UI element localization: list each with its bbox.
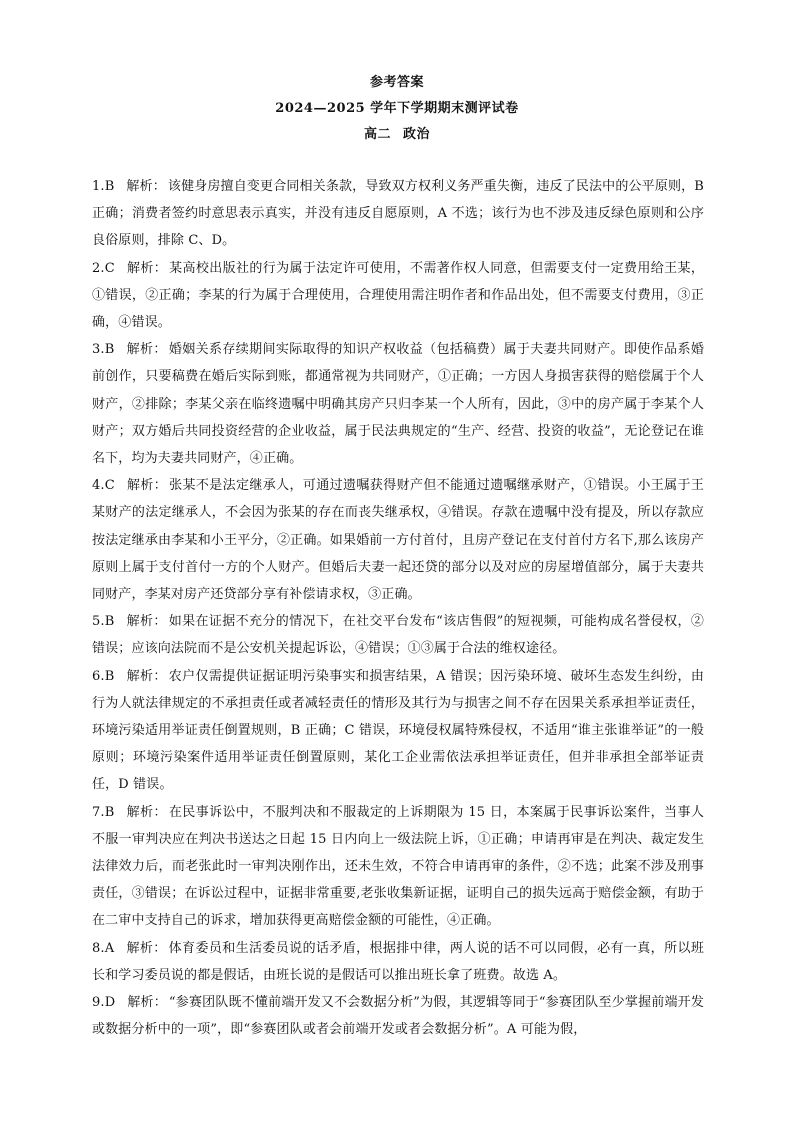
analysis-text: 体育委员和生活委员说的话矛盾，根据排中律，两人说的话不可以同假，必有一真，所以班长和学习委员说的都是假话，由班长说的是假话可以推出班长拿了班费。故选 A。 xyxy=(92,940,704,983)
answer-number: 6.B xyxy=(92,668,115,684)
analysis-label: 解析： xyxy=(126,804,167,820)
answer-item-3 xyxy=(92,336,704,472)
analysis-text: 某高校出版社的行为属于法定许可使用，不需著作权人同意，但需要支付一定费用给王某，①错误，②正确；李某的行为属于合理使用，合理使用需注明作者和作品出处，但不需要支付费用，③正确，④错误。 xyxy=(92,260,704,331)
answer-item-8 xyxy=(92,935,704,989)
answer-item-2 xyxy=(92,255,704,337)
analysis-label: 解析： xyxy=(126,179,166,194)
analysis-label: 解析： xyxy=(126,478,168,494)
answer-item-7 xyxy=(92,799,704,935)
analysis-label: 解析： xyxy=(127,995,167,1011)
answer-key-title: 参考答案 xyxy=(369,75,424,90)
answer-item-4 xyxy=(92,472,704,608)
answer-number: 5.B xyxy=(92,614,115,630)
answer-number: 8.A xyxy=(92,940,115,956)
analysis-text: 农户仅需提供证据证明污染事实和损害结果，A 错误；因污染环境、破坏生态发生纠纷，由行为人就法律规定的不承担责任或者减轻责任的情形及其行为与损害之间不存在因果关系承担举证责任，环境污染适用举证责任倒置规则，B 正确；C 错误，环境侵权属特殊侵权，不适用“谁主张谁举证”的一般原则；环境污染案件适用举证责任倒置原则，某化工企业需依法承担举证责任，但并非承担全部举证责任，D 错误。 xyxy=(92,668,705,793)
answer-number: 7.B xyxy=(92,804,115,820)
analysis-text: 在民事诉讼中，不服判决和不服裁定的上诉期限为 15 日，本案属于民事诉讼案件，当事人不服一审判决应在判决书送达之日起 15 日内向上一级法院上诉，①正确；申请再审是在判决、裁定发生法律效力后，而老张此时一审判决刚作出，还未生效，不符合申请再审的条件，②不选；此案不涉及刑事责任，③错误；在诉讼过程中，证据非常重要,老张收集新证据，证明自己的损失远高于赔偿金额，有助于在二审中支持自己的诉求，增加获得更高赔偿金额的可能性，④正确。 xyxy=(92,804,705,929)
document-header xyxy=(0,70,794,148)
analysis-label: 解析： xyxy=(126,342,167,358)
analysis-text: 张某不是法定继承人，可通过遗嘱获得财产但不能通过遗嘱继承财产，①错误。小王属于王某财产的法定继承人，不会因为张某的存在而丧失继承权，④错误。存款在遗嘱中没有提及，所以存款应按法定继承由李某和小王平分，②正确。如果婚前一方付首付，且房产登记在支付首付方名下,那么该房产原则上属于支付首付一方的个人财产。但婚后夫妻一起还贷的部分以及对应的房屋增值部分，属于夫妻共同财产，李某对房产还贷部分享有补偿请求权，③正确。 xyxy=(92,478,704,603)
grade-label: 高二 xyxy=(363,127,391,142)
answer-number: 3.B xyxy=(92,342,115,358)
answer-item-9 xyxy=(92,989,704,1043)
exam-title: 2024—2025 学年下学期期末测评试卷 xyxy=(275,101,519,116)
answer-item-5 xyxy=(92,608,704,662)
answer-list xyxy=(92,173,704,1044)
analysis-label: 解析： xyxy=(126,668,167,684)
answer-item-6 xyxy=(92,663,704,799)
answer-number: 4.C xyxy=(92,478,115,494)
analysis-text: 婚姻关系存续期间实际取得的知识产权收益（包括稿费）属于夫妻共同财产。即使作品系婚前创作，只要稿费在婚后实际到账，都通常视为共同财产，①正确；一方因人身损害获得的赔偿属于个人财产，②排除；李某父亲在临终遗嘱中明确其房产只归李某一个人所有，因此，③中的房产属于李某个人财产；双方婚后共同投资经营的企业收益，属于民法典规定的“生产、经营、投资的收益”，无论登记在谁名下，均为夫妻共同财产，④正确。 xyxy=(92,342,704,467)
analysis-label: 解析： xyxy=(126,614,167,630)
grade-subject-line xyxy=(0,122,794,148)
answer-item-1 xyxy=(92,173,704,255)
analysis-label: 解析： xyxy=(126,940,167,956)
answer-number: 2.C xyxy=(92,260,115,276)
analysis-label: 解析： xyxy=(126,260,168,276)
analysis-text: 如果在证据不充分的情况下，在社交平台发布“该店售假”的短视频，可能构成名誉侵权，②错误；应该向法院而不是公安机关提起诉讼，④错误；①③属于合法的维权途径。 xyxy=(92,614,705,657)
answer-number: 1.B xyxy=(92,179,115,194)
subject-label: 政治 xyxy=(403,127,431,142)
answer-number: 9.D xyxy=(92,995,116,1011)
analysis-text: 该健身房擅自变更合同相关条款，导致双方权利义务严重失衡，违反了民法中的公平原则，B 正确；消费者签约时意思表示真实，并没有违反自愿原则，A 不选；该行为也不涉及违反绿色原则和公序良俗原则，排除 C、D。 xyxy=(92,179,704,249)
analysis-text: “参赛团队既不懂前端开发又不会数据分析”为假，其逻辑等同于“参赛团队至少掌握前端开发或数据分析中的一项”，即“参赛团队或者会前端开发或者会数据分析”。A 可能为假， xyxy=(92,995,704,1038)
